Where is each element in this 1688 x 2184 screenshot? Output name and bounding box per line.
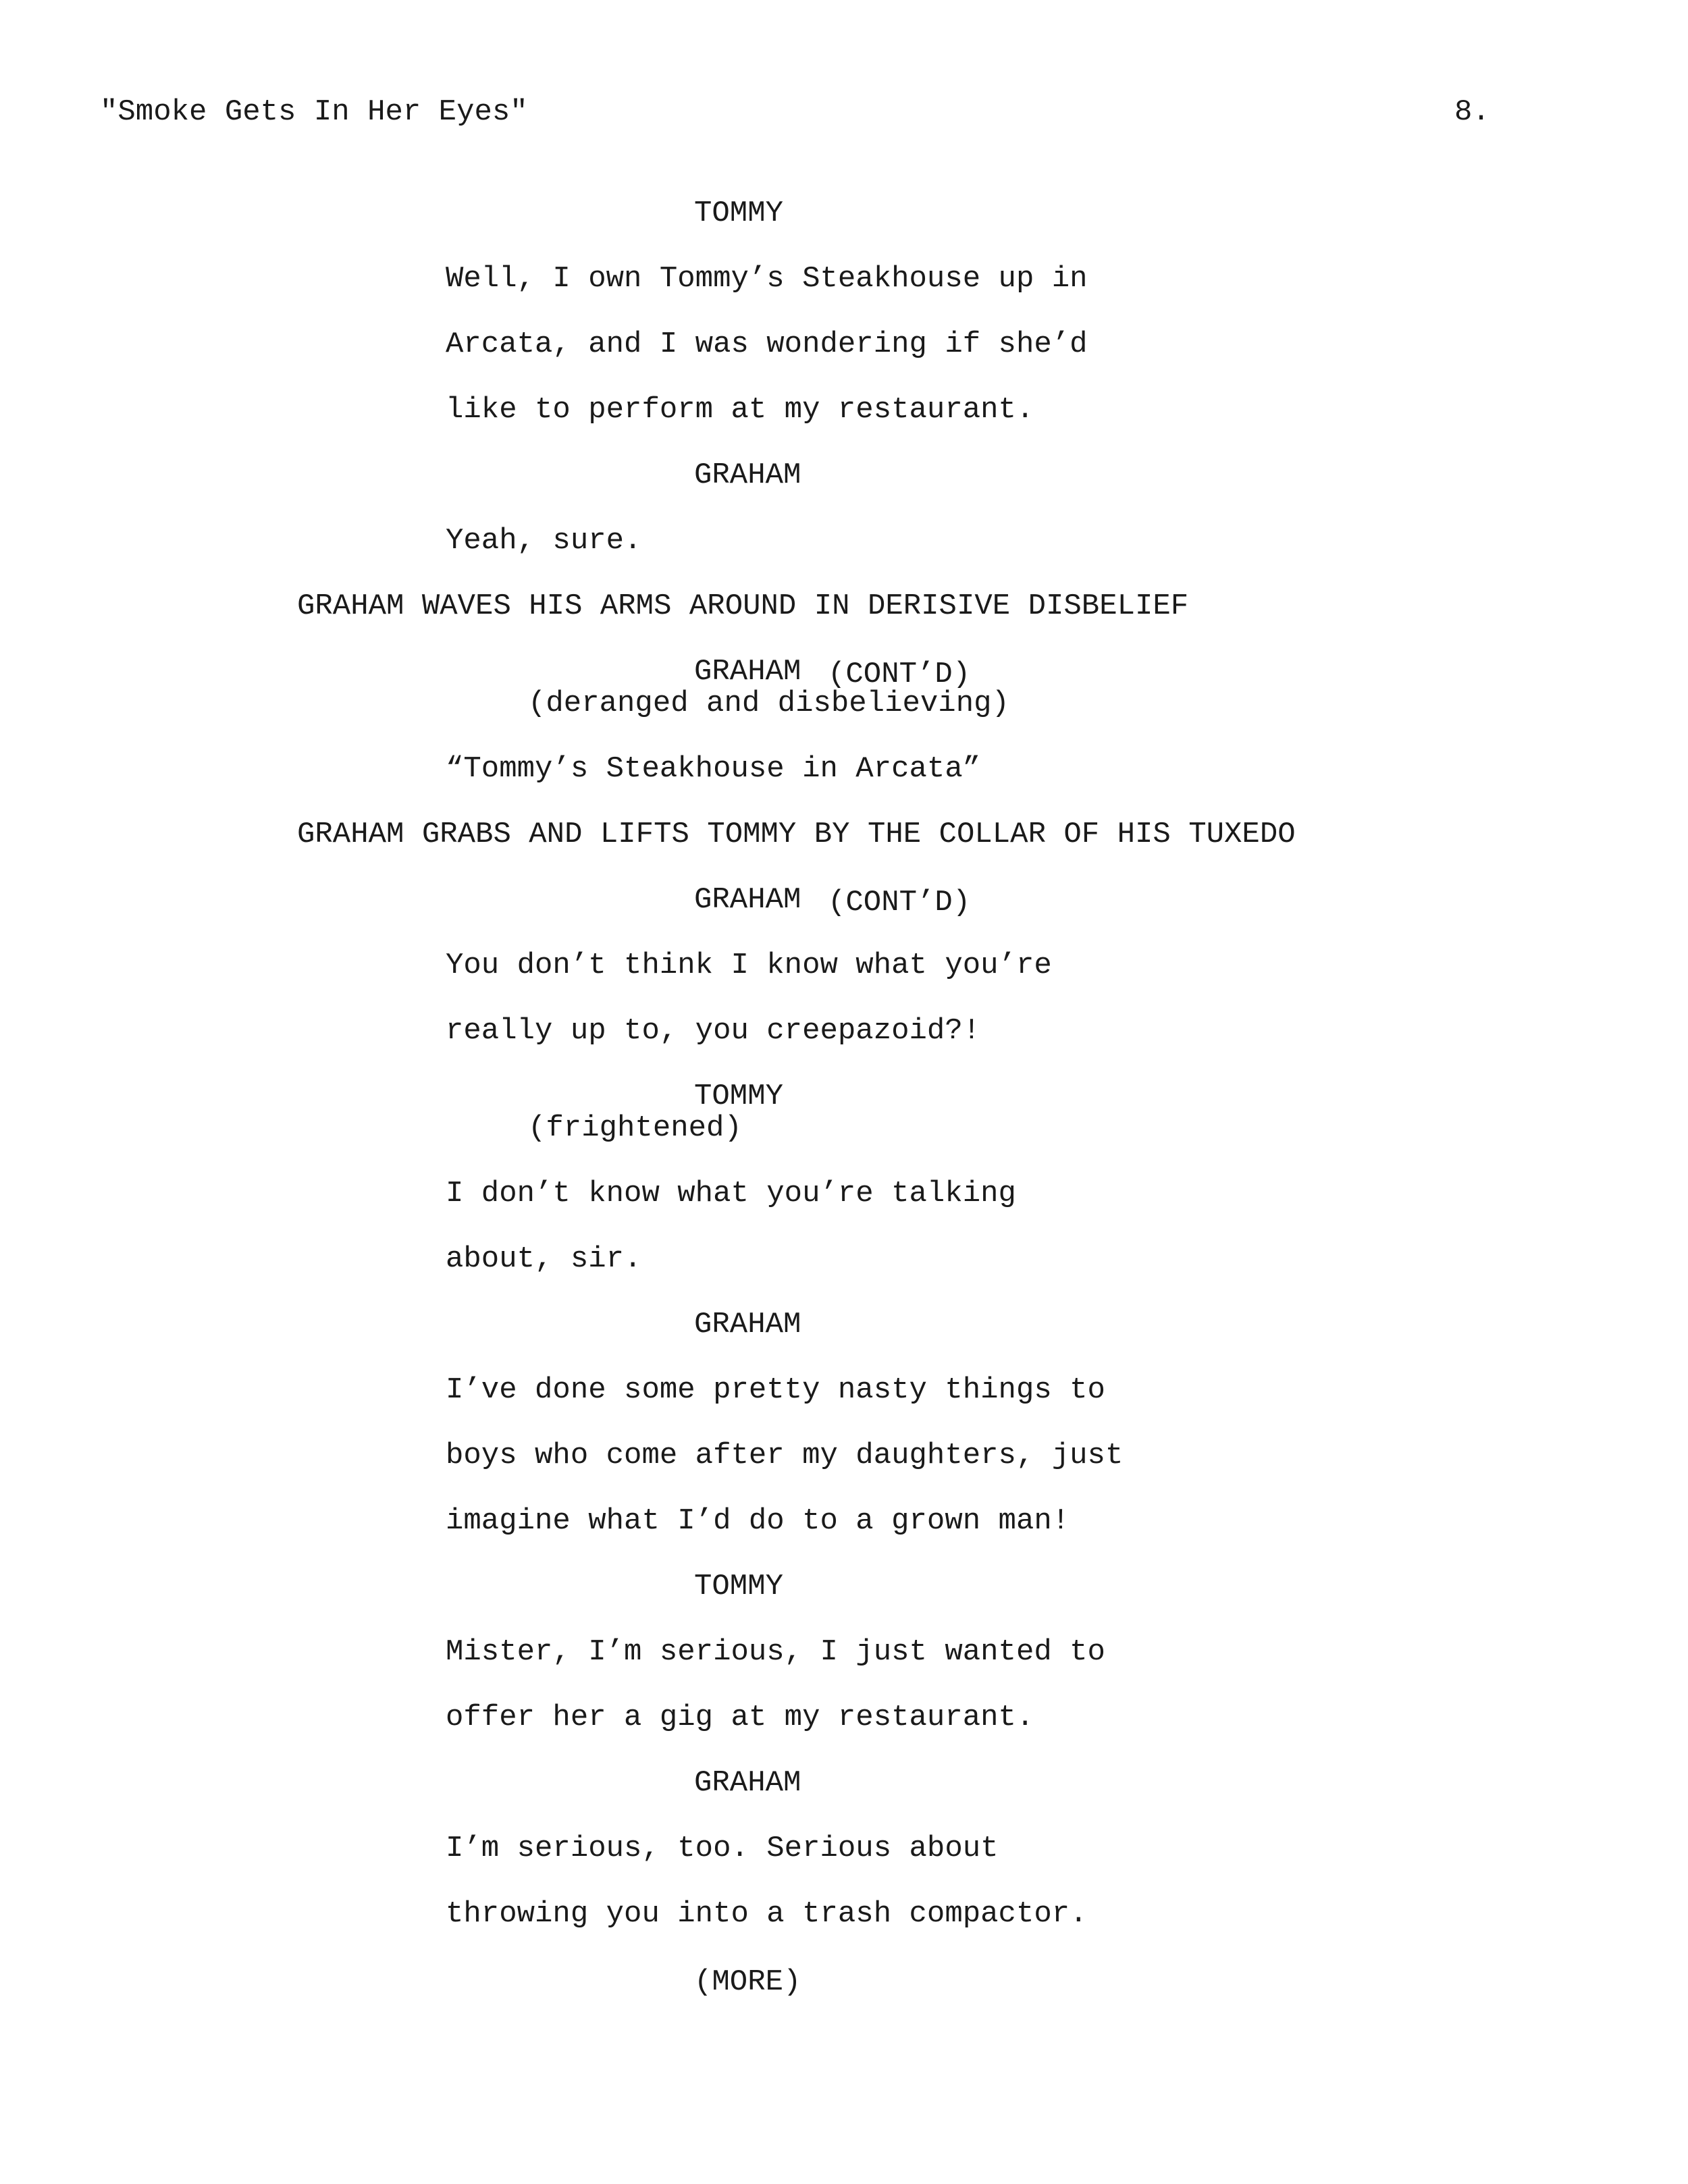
dialogue-line: about, sir. — [446, 1242, 642, 1276]
character-cue: GRAHAM — [694, 1308, 801, 1341]
header-title: "Smoke Gets In Her Eyes" — [100, 95, 528, 129]
action-line: GRAHAM GRABS AND LIFTS TOMMY BY THE COLLAR OF HIS TUXEDO — [297, 818, 1296, 851]
dialogue-line: “Tommy’s Steakhouse in Arcata” — [446, 752, 981, 786]
more-marker: (MORE) — [694, 1965, 801, 1999]
action-line: GRAHAM WAVES HIS ARMS AROUND IN DERISIVE DISBELIEF — [297, 589, 1189, 623]
character-cue: GRAHAM — [694, 458, 801, 492]
dialogue-line: like to perform at my restaurant. — [446, 393, 1034, 427]
character-cue: TOMMY — [694, 1570, 784, 1603]
page-number: 8. — [1454, 95, 1490, 129]
dialogue-line: imagine what I’d do to a grown man! — [446, 1504, 1070, 1538]
character-cue: GRAHAM — [694, 883, 801, 917]
parenthetical: (frightened) — [528, 1111, 742, 1145]
character-extension: (CONT’D) — [828, 886, 971, 920]
dialogue-line: I’ve done some pretty nasty things to — [446, 1373, 1105, 1407]
character-cue: TOMMY — [694, 196, 784, 230]
dialogue-line: Arcata, and I was wondering if she’d — [446, 327, 1088, 361]
dialogue-line: really up to, you creepazoid?! — [446, 1014, 981, 1048]
character-cue: TOMMY — [694, 1080, 784, 1113]
parenthetical: (deranged and disbelieving) — [528, 687, 1009, 720]
dialogue-line: Mister, I’m serious, I just wanted to — [446, 1635, 1105, 1669]
dialogue-line: Yeah, sure. — [446, 524, 642, 558]
dialogue-line: I don’t know what you’re talking — [446, 1177, 1016, 1210]
dialogue-line: Well, I own Tommy’s Steakhouse up in — [446, 262, 1088, 296]
dialogue-line: You don’t think I know what you’re — [446, 949, 1052, 982]
dialogue-line: boys who come after my daughters, just — [446, 1439, 1124, 1472]
dialogue-line: offer her a gig at my restaurant. — [446, 1701, 1034, 1734]
character-cue: GRAHAM — [694, 1766, 801, 1800]
character-cue: GRAHAM — [694, 655, 801, 689]
dialogue-line: I’m serious, too. Serious about — [446, 1832, 999, 1865]
dialogue-line: throwing you into a trash compactor. — [446, 1897, 1088, 1931]
character-extension: (CONT’D) — [828, 658, 971, 691]
